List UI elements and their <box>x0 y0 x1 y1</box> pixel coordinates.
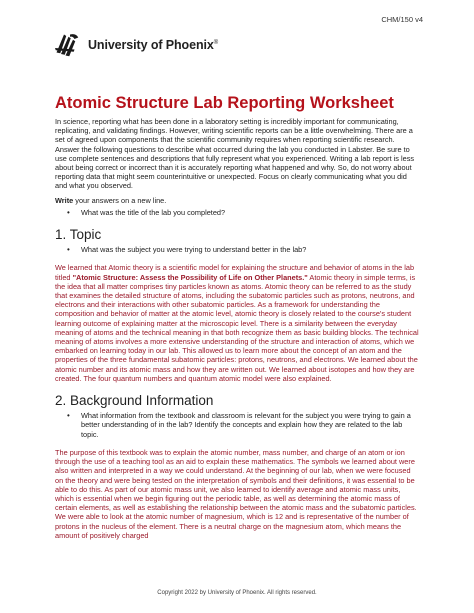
phoenix-bird-icon <box>52 30 82 60</box>
question-topic <box>55 245 419 254</box>
university-name: University of Phoenix® <box>88 38 219 52</box>
bullet-icon: • <box>67 411 70 421</box>
course-code: CHM/150 v4 <box>381 15 423 24</box>
question-text: What was the subject you were trying to understand better in the lab? <box>81 245 307 255</box>
answer-background: The purpose of this textbook was to explain the atomic number, mass number, and charge of an atom or ion through the use of a teaching tool as an aid to explain these mathematics. The symbols we learned about were also written and interpreted in a way we could understand. At the beginning of our lab, when we were focused on the theory and were being tested on the interpretation of symbols and their definitions, it was essential to be able to do this. As part of our atomic mass unit, we also learned to identify average and atomic mass units, which is essential when we begin figuring out the periodic table, as well as determining the atomic mass of certain elements, as well as establishing the relationship between the atomic mass and the subatomic particles. We were able to look at the atomic number of magnesium, which is 12 and is representative of the number of protons in the nucleus of the element. There is a neutral charge on the magnesium atom, which means the amount of positively charged <box>55 447 417 540</box>
page-title: Atomic Structure Lab Reporting Worksheet <box>55 94 394 112</box>
instruction-line: Write your answers on a new line. <box>55 195 167 205</box>
question-text: What information from the textbook and classroom is relevant for the subject you were trying to gain a better understanding of in the lab? Identify the concepts and explain how they are related to the lab topic. <box>81 411 411 439</box>
question-background <box>55 411 419 439</box>
section-heading-background: 2. Background Information <box>55 393 214 409</box>
question-text: What was the title of the lab you completed? <box>81 207 226 217</box>
university-logo <box>52 30 218 60</box>
bullet-icon: • <box>67 207 70 217</box>
answer-topic: We learned that Atomic theory is a scientific model for explaining the structure and behavior of atoms in the lab titled "Atomic Structure: Assess the Possibility of Life on Other Planets." Atomic theory in simple terms, is the idea that all matter comprises tiny particles known as atoms. Atomic theory can be referred to as the study that examines the detailed structure of atoms, including the subatomic particles such as protons, neutrons, and electrons and their interactions with other subatomic particles. As a framework for understanding the composition and behavior of matter at the atomic level, atomic theory is closely related to the course's student learning outcome of explaining matter at the microscopic level. There is a similarity between the everyday meaning of atoms and the technical meaning in that both recognize them as basic building blocks. The technical meaning of atoms involves a more extensive understanding of the structure and interaction of atoms, which we embarked on learning today in our lab. This allowed us to learn more about the concept of an atom and the properties of the three fundamental subatomic particles: protons, neutrons, and electrons. We learned about the atomic number and its atomic mass and how they are written out. We learned about isotopes and how they are created. The four quantum numbers and quantum atomic model were also explained. <box>55 263 419 383</box>
worksheet-body <box>55 117 419 540</box>
copyright-footer: Copyright 2022 by University of Phoenix. All rights reserved. <box>157 590 317 596</box>
bullet-icon: • <box>67 245 70 255</box>
section-heading-topic: 1. Topic <box>55 227 102 243</box>
question-lab-title <box>55 208 419 217</box>
intro-paragraph: In science, reporting what has been done in a laboratory setting is incredibly important for communicating, replicating, and validating findings. However, writing scientific reports can be a little overwhelming. There are a set of agreed upon components that the scientific community requires when reporting scientific research. Answer the following questions to describe what occurred during the lab you conducted in Labster. Be sure to use complete sentences and descriptions that fully represent what you experienced. Writing a lab report is less about being correct or incorrect than it is accurately reporting what happened and why. So, do not worry about reporting data that might seem counterintuitive or unexpected. Focus on clearly communicating what you did and what you observed. <box>55 117 415 191</box>
